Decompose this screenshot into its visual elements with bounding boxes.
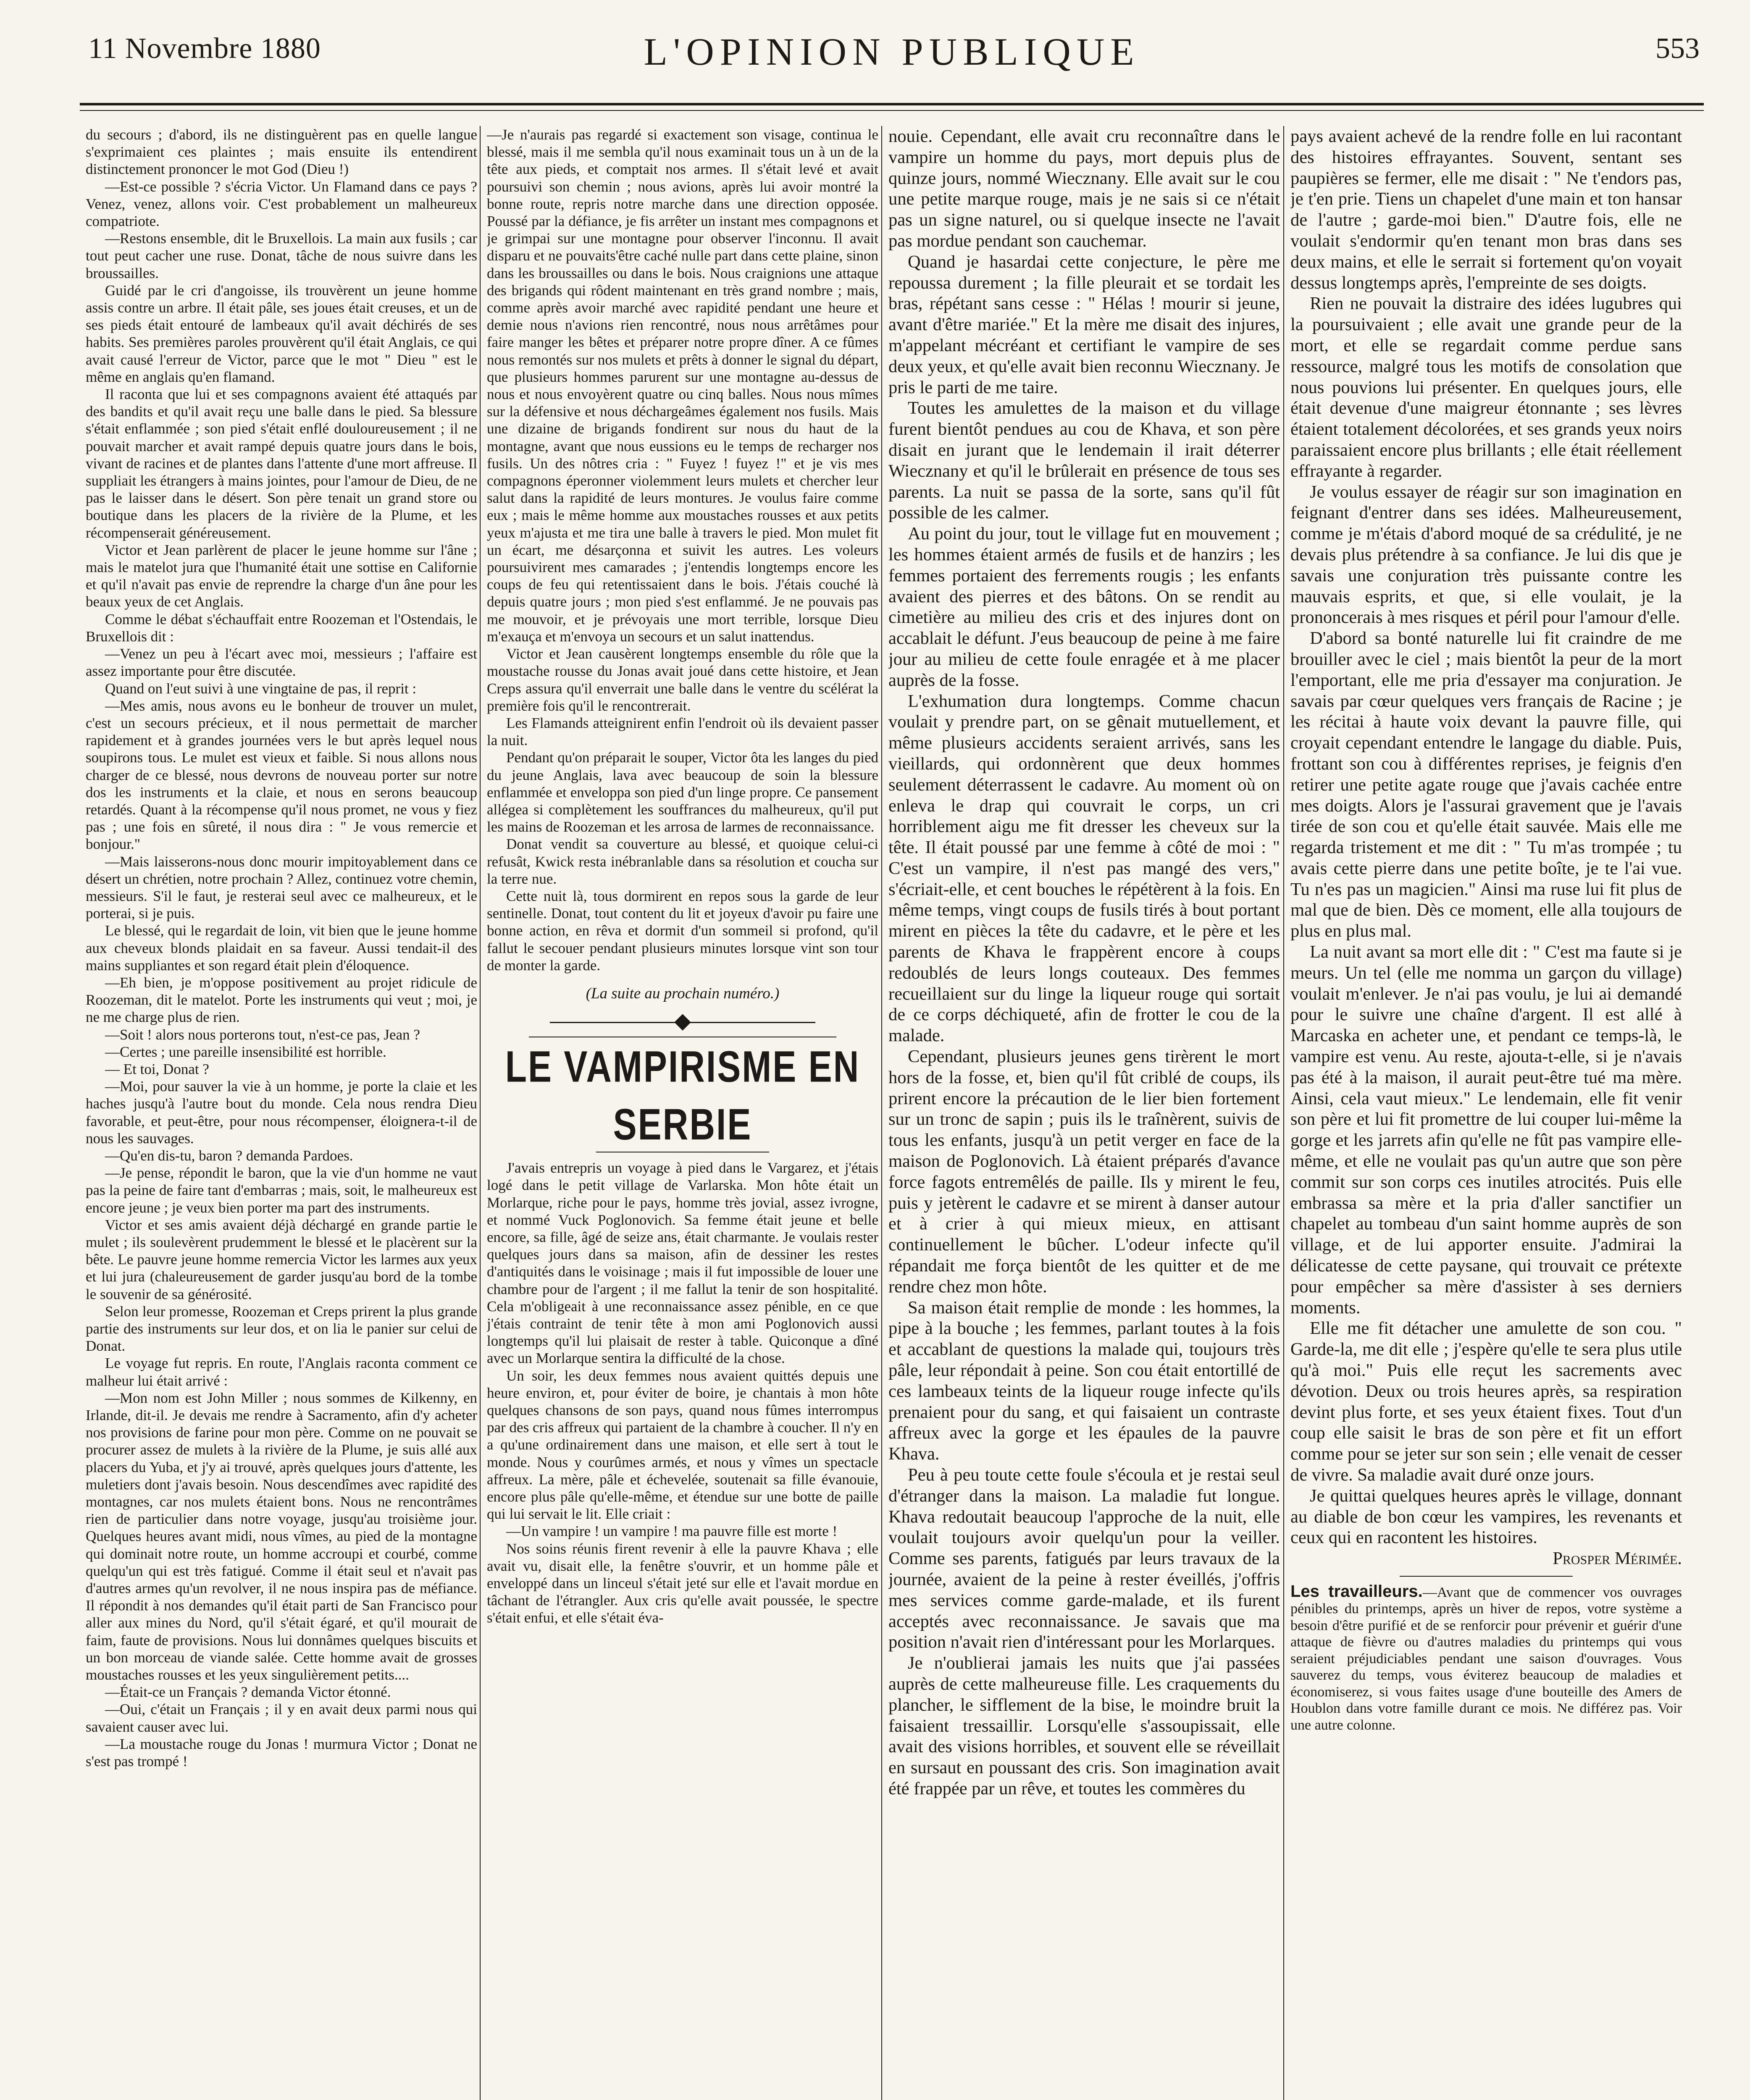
masthead-rule [80, 103, 1704, 105]
paragraph: Un soir, les deux femmes nous avaient quittés depuis une heure environ, et, pour éviter de boire, je chantais à mon hôte quelques chansons de son pays, quand nous fûmes interrompus par des cris affreux qui partaient de la chambre à coucher. Il n'y en a qu'une ordinairement dans une maison, et elle sert à tout le monde. Nous y courûmes armés, et nous y vîmes un spectacle affreux. La mère, pâle et échevelée, soutenait sa fille évanouie, encore plus pâle qu'elle-même, et étendue sur une botte de paille qui lui servait le lit. Elle criait : [487, 1367, 878, 1522]
column-3 [888, 126, 1280, 2100]
serial-continuation [487, 126, 878, 974]
paragraph: Elle me fit détacher une amulette de son cou. " Garde-la, me dit elle ; j'espère qu'elle te sera plus utile qu'à moi." Puis elle reçut les sacrements avec dévotion. Deux ou trois heures après, sa respiration devint plus forte, et ses yeux étaient fixes. Tout d'un coup elle saisit le bras de son père et fit un effort comme pour se jeter sur son sein ; elle venait de cesser de vivre. Sa maladie avait duré onze jours. [1290, 1318, 1682, 1485]
paragraph: Le voyage fut repris. En route, l'Anglais raconta comment ce malheur lui était arrivé : [86, 1355, 477, 1389]
advertisement-notice [1290, 1583, 1682, 1734]
paragraph: Le blessé, qui le regardait de loin, vit bien que le jeune homme aux cheveux blonds plaidait en sa faveur. Aussi tendait-il des mains suppliantes et son regard était plein d'éloquence. [86, 922, 477, 974]
paragraph: Toutes les amulettes de la maison et du village furent bientôt pendues au cou de Khava, et son père disait en jurant que le lendemain il irait déterrer Wiecznany et qu'il le brûlerait en présence de tous ses parents. La nuit se passa de la sorte, sans qu'il fût possible de les calmer. [888, 398, 1280, 523]
column-4 [1290, 126, 1682, 2100]
paragraph: —Je n'aurais pas regardé si exactement son visage, continua le blessé, mais il me sembla qu'il nous examinait tous un à un de la tête aux pieds, et comptait nos armes. Il s'était levé et avait poursuivi son chemin ; nous avions, après lui avoir montré la bonne route, repris notre marche dans une direction opposée. Poussé par la défiance, je fis arrêter un instant mes compagnons et je grimpai sur une montagne pour observer l'inconnu. Il avait disparu et ne pouvaits'être caché nulle part dans cette plaine, sinon dans les broussailles ou dans le bois. Nous craignions une attaque des brigands qui rôdent maintenant en très grand nombre ; mais, comme après avoir marché avec rapidité pendant une heure et demie nous n'avions rien rencontré, nous nous arrêtâmes pour faire manger les bêtes et préparer notre propre dîner. A ce fûmes nous remontés sur nos mulets et prêts à donner le signal du départ, que plusieurs hommes parurent sur une montagne au-dessus de nous et nous envoyèrent quatre ou cinq balles. Nous nous mîmes sur la défensive et nous déchargeâmes également nos fusils. Mais une dizaine de brigands fondirent sur nous du haut de la montagne, avant que nous eussions eu le temps de recharger nos fusils. Un des nôtres cria : " Fuyez ! fuyez !" et je vis mes compagnons éperonner violemment leurs mulets et chercher leur salut dans la rapidité de leurs montures. Je voulus faire comme eux ; mais le même homme aux moustaches rousses et aux petits yeux m'ajusta et me tira une balle à travers le pied. Mon mulet fit un écart, me désarçonna et suivit les autres. Les voleurs poursuivirent mes camarades ; j'entendis longtemps encore les coups de feu qui retentissaient dans le bois. J'étais couché là depuis quatre jours ; mon pied s'est enflammé. Je ne pouvais pas me mouvoir, et je prévoyais une mort terrible, lorsque Dieu m'exauça et m'envoya un secours et un salut inattendus. [487, 126, 878, 645]
paragraph: pays avaient achevé de la rendre folle en lui racontant des histoires effrayantes. Souvent, sentant ses paupières se fermer, elle me disait : " Ne t'endors pas, je t'en prie. Tiens un chapelet d'une main et ton hansar de l'autre ; garde-moi bien." D'autre fois, elle ne voulait s'endormir qu'en tenant mon bras dans ses deux mains, et elle le serrait si fortement qu'on voyait dessus longtemps après, l'empreinte de ses doigts. [1290, 126, 1682, 293]
section-ornament [487, 1014, 878, 1031]
paragraph: —Certes ; une pareille insensibilité est horrible. [105, 1043, 386, 1060]
paragraph: Cette nuit là, tous dormirent en repos sous la garde de leur sentinelle. Donat, tout content du lit et joyeux d'avoir pu faire une bonne action, en rêva et dormit d'un sommeil si profond, qu'il fallut le secouer pendant plusieurs minutes lorsque vint son tour de monter la garde. [487, 887, 878, 974]
paragraph: Quand on l'eut suivi à une vingtaine de pas, il reprit : [105, 680, 417, 697]
masthead-rule-thin [80, 110, 1704, 111]
column-2 [487, 126, 878, 2100]
paragraph: nouie. Cependant, elle avait cru reconnaître dans le vampire un homme du pays, mort depuis plus de quinze jours, nommé Wiecznany. Elle avait sur le cou une petite marque rouge, mais je ne sais si ce n'était pas un signe naturel, ou si quelque insecte ne l'avait pas mordue pendant son cauchemar. [888, 126, 1280, 251]
column-divider [881, 126, 882, 2100]
article-body-start [487, 1159, 878, 1626]
paragraph: La nuit avant sa mort elle dit : " C'est ma faute si je meurs. Un tel (elle me nomma un garçon du village) voulait m'enlever. Je n'ai pas voulu, je lui ai demandé pour le suivre une chaîne d'argent. Il est allé à Marcaska en acheter une, et pendant ce temps-là, le vampire est venu. Au reste, ajouta-t-elle, si je n'avais pas été à la maison, il aurait peut-être tué ma mère. Ainsi, cela vaut mieux." Le lendemain, elle fit venir son père et lui fit promettre de lui couper lui-même la gorge et les jarrets afin qu'elle ne fût pas vampire elle-même, et elle ne voulait pas qu'un autre que son père commit sur son corps ces inutiles atrocités. Puis elle embrassa sa mère et la pria d'aller sanctifier un chapelet au tombeau d'un saint homme auprès de son village, et de lui apporter ensuite. J'admirai la délicatesse de cette paysane, qui trouvait ce prétexte pour empêcher sa mère d'assister à ses derniers moments. [1290, 942, 1682, 1318]
paragraph: —Qu'en dis-tu, baron ? demanda Pardoes. [105, 1147, 353, 1164]
paragraph: —Est-ce possible ? s'écria Victor. Un Flamand dans ce pays ? Venez, venez, allons voir. C'est probablement un malheureux compatriote. [86, 178, 477, 230]
paragraph: Victor et ses amis avaient déjà déchargé en grande partie le mulet ; ils soulevèrent prudemment le blessé et le placèrent sur la bête. Le pauvre jeune homme remercia Victor les larmes aux yeux et lui jura (chaleureusement de garder jusqu'au bord de la tombe le souvenir de sa générosité. [86, 1216, 477, 1302]
paragraph: Rien ne pouvait la distraire des idées lugubres qui la poursuivaient ; elle avait une grande peur de la mort, et elle se regardait comme perdue sans ressource, malgré tous les motifs de consolation que nous pouvions lui présenter. En quelques jours, elle était devenue d'une maigreur étonnante ; ses lèvres étaient totalement décolorées, et ses grands yeux noirs paraissaient encore plus brillants ; elle était réellement effrayante à regarder. [1290, 294, 1682, 481]
column-1 [86, 126, 477, 2100]
paragraph: —Oui, c'était un Français ; il y en avait deux parmi nous qui savaient causer avec lui. [86, 1701, 477, 1735]
paragraph: Pendant qu'on préparait le souper, Victor ôta les langes du pied du jeune Anglais, lava avec beaucoup de soin la blessure enflammée et enveloppa son pied d'un linge propre. Ce pansement allégea si complètement les souffrances du malheureux, qu'il put les mains de Roozeman et les arrosa de larmes de reconnaissance. [487, 749, 878, 835]
paragraph: du secours ; d'abord, ils ne distinguèrent pas en quelle langue s'exprimaient ces plaintes ; mais ensuite ils entendirent distinctement prononcer le mot God (Dieu !) [86, 126, 477, 178]
paragraph: Victor et Jean causèrent longtemps ensemble du rôle que la moustache rousse du Jonas avait joué dans cette histoire, et Jean Creps assura qu'il enverrait une balle dans le ventre du scélérat la première fois qu'il le rencontrerait. [487, 646, 878, 714]
paragraph: L'exhumation dura longtemps. Comme chacun voulait y prendre part, on se gênait mutuellement, et même plusieurs accidents seraient arrivés, sans les vieillards, qui ordonnèrent que deux hommes seulement déterrassent le cadavre. Au moment où on enleva le drap qui couvrait le corps, un cri horriblement aigu me fit dresser les cheveux sur la tête. Il était poussé par une femme à côté de moi : " C'est un vampire, il n'est pas mangé des vers," s'écriait-elle, et cent bouches le répétèrent à la fois. En même temps, vingt coups de fusils tirés à bout portant mirent en pièces la tête du cadavre, et le père et les parents de Khava le frappèrent encore à coups redoublés de leurs longs couteaux. Des femmes recueillaient sur du linge la liqueur rouge qui sortait de ce corps déchiqueté, afin de frotter le cou de la malade. [888, 691, 1280, 1046]
paragraph: Donat vendit sa couverture au blessé, et quoique celui-ci refusât, Kwick resta inébranlable dans sa résolution et coucha sur la terre nue. [487, 836, 878, 887]
continuation-note: (La suite au prochain numéro.) [586, 984, 780, 1002]
paragraph: Cependant, plusieurs jeunes gens tirèrent le mort hors de la fosse, et, bien qu'il fût criblé de coups, ils prirent encore la précaution de le lier bien fortement sur un tronc de sapin ; puis ils le traînèrent, suivis de tous les enfants, jusqu'à un petit verger en face de la maison de Poglonovich. Là étaient préparés d'avance force fagots entremêlés de paille. Ils y mirent le feu, puis y jetèrent le cadavre et se mirent à danser autour et à crier à qui mieux mieux, en attisant continuellement le bûcher. L'odeur infecte qu'il répandait me força bientôt de les quitter et de me rendre chez mon hôte. [888, 1047, 1280, 1297]
paragraph: D'abord sa bonté naturelle lui fit craindre de me brouiller avec le ciel ; mais bientôt la peur de la mort l'emportant, elle me pria d'essayer ma conjuration. Je savais par cœur quelques vers français de Racine ; je les récitai à haute voix devant la pauvre fille, qui croyait cependant entendre le langage du diable. Puis, frottant son cou à différentes reprises, je feignis d'en retirer une petite agate rouge que j'avais cachée entre mes doigts. Alors je l'assurai gravement que je l'avais tirée de son cou et qu'elle était sauvée. Mais elle me regarda tristement et me dit : " Tu m'as trompée ; tu avais cette pierre dans une petite boîte, je te l'ai vue. Tu n'es pas un magicien." Ainsi ma ruse lui fit plus de mal que de bien. Dès ce moment, elle alla toujours de plus en plus mal. [1290, 628, 1682, 941]
paragraph: Je voulus essayer de réagir sur son imagination en feignant d'entrer dans ses idées. Malheureusement, comme je m'étais d'abord moqué de sa crédulité, je ne devais plus prétendre à sa confiance. Je lui dis que je savais une conjuration très puissante contre les mauvais esprits, et que, si elle voulait, je la prononcerais à mes risques et péril pour l'amour d'elle. [1290, 482, 1682, 627]
column-divider [1283, 126, 1284, 2100]
paragraph: Je n'oublierai jamais les nuits que j'ai passées auprès de cette malheureuse fille. Les craquements du plancher, le sifflement de la bise, le moindre bruit la faisaient tressaillir. Lorsqu'elle s'assoupissait, elle avait des visions horribles, et souvent elle se réveillait en sursaut en poussant des cris. Son imagination avait été frappée par un rêve, et toutes les commères du [888, 1653, 1280, 1798]
paragraph: Quand je hasardai cette conjecture, le père me repoussa durement ; la fille pleurait et se tordait les bras, répétant sans cesse : " Hélas ! mourir si jeune, avant d'être mariée." Et la mère me disait des injures, m'appelant mécréant et certifiant le vampire de ses deux yeux, et qu'elle avait bien reconnu Wiecznany. Je pris le parti de me taire. [888, 252, 1280, 397]
notice-lead: Les travailleurs. [1290, 1582, 1423, 1601]
masthead [80, 29, 1704, 97]
paragraph: Victor et Jean parlèrent de placer le jeune homme sur l'âne ; mais le matelot jura que l'humanité était une sottise en Californie et qu'il n'avait pas envie de reprendre la charge d'un âne pour les beaux yeux de cet Anglais. [86, 541, 477, 610]
paragraph: —Un vampire ! un vampire ! ma pauvre fille est morte ! [506, 1523, 838, 1540]
paragraph: — Et toi, Donat ? [105, 1060, 209, 1077]
page-number: 553 [1655, 32, 1700, 65]
paragraph: —Mon nom est John Miller ; nous sommes de Kilkenny, en Irlande, dit-il. Je devais me rendre à Sacramento, afin d'y acheter nos provisions de farine pour mon père. Comme on ne pouvait se procurer assez de mulets à la rivière de la Plume, je suis allé aux placers du Yuba, et j'y ai trouvé, après quelques jours d'attente, les muletiers dont j'avais besoin. Nous descendîmes avec rapidité des montagnes, car nos mulets étaient bons. Nous ne rencontrâmes rien de particulier dans notre voyage, jusqu'au troisième jour. Quelques heures avant midi, nous vîmes, au pied de la montagne qui dominait notre route, un homme accroupi et courbé, comme quelqu'un qui est très fatigué. Comme il était seul et n'avait pas d'autres armes qu'un revolver, il ne nous inspira pas de méfiance. Il répondit à nos demandes qu'il était parti de San Francisco pour aller aux mines du Nord, qu'il s'était égaré, et qu'il mourait de faim, faute de provisions. Nous lui donnâmes quelques biscuits et un bon morceau de viande salée. Cette homme avait de grosses moustaches rousses et les yeux singulièrement petits.... [86, 1389, 477, 1683]
paragraph: Il raconta que lui et ses compagnons avaient été attaqués par des bandits et qu'il avait reçu une balle dans le pied. Sa blessure s'était enflammée ; son pied s'était enflé douloureusement ; il ne pouvait marcher et avait rampé depuis quatre jours dans le bois, vivant de racines et de plantes dans l'attente d'une mort affreuse. Il suppliait les étrangers à mains jointes, pour l'amour de Dieu, de ne pas le laisser dans le désert. Son père tenait un grand store ou boutique dans les placers de la rivière de la Plume, et les récompenserait généreusement. [86, 386, 477, 541]
paragraph: Peu à peu toute cette foule s'écoula et je restai seul d'étranger dans la maison. La maladie fut longue. Khava redoutait beaucoup l'approche de la nuit, elle voulait toujours avoir quelqu'un pour la veiller. Comme ses parents, fatigués par leurs travaux de la journée, avaient de la peine à rester éveillés, j'offris mes services comme garde-malade, et ils furent acceptés avec reconnaissance. Je savais que ma position n'avait rien d'intéressant pour les Morlarques. [888, 1465, 1280, 1652]
paragraph: —Mais laisserons-nous donc mourir impitoyablement dans ce désert un chrétien, notre prochain ? Allez, continuez votre chemin, messieurs. S'il le faut, je resterai seul avec ce malheureux, et le porterai, si je puis. [86, 853, 477, 922]
notice-text: —Avant que de commencer vos ouvrages pénibles du printemps, après un hiver de repos, votre système a besoin d'être purifié et de se renforcir pour prévenir et guérir d'une attaque de fièvre ou d'autres maladies du printemps qui vous seraient préjudiciables pendant une saison d'ouvrages. Vous sauverez du temps, vous éviterez beaucoup de maladies et économiserez, si vous faites usage d'une bouteille des Amers de Houblon dans votre famille durant ce mois. Ne différez pas. Voir une autre colonne. [1290, 1584, 1682, 1733]
newspaper-title: L'OPINION PUBLIQUE [644, 30, 1140, 73]
paragraph: —Soit ! alors nous porterons tout, n'est-ce pas, Jean ? [105, 1026, 420, 1043]
paragraph: Guidé par le cri d'angoisse, ils trouvèrent un jeune homme assis contre un arbre. Il était pâle, ses joues était creuses, et un de ses pieds était entouré de lambeaux qu'il avait déchirés de ses habits. Ses premières paroles prouvèrent qu'il était Anglais, ce qui avait causé l'erreur de Victor, parce que le mot " Dieu " est le même en anglais qu'en flamand. [86, 282, 477, 385]
paragraph: —Restons ensemble, dit le Bruxellois. La main aux fusils ; car tout peut cacher une ruse. Donat, tâche de nous suivre dans les broussailles. [86, 230, 477, 281]
paragraph: Comme le débat s'échauffait entre Roozeman et l'Ostendais, le Bruxellois dit : [86, 611, 477, 645]
paragraph: J'avais entrepris un voyage à pied dans le Vargarez, et j'étais logé dans le petit village de Varlarska. Mon hôte était un Morlarque, riche pour le pays, homme très jovial, assez ivrogne, et nommé Vuck Poglonovich. Sa femme était jeune et belle encore, sa fille, âgé de seize ans, était charmante. Je voulais rester quelques jours dans sa maison, afin de dessiner les restes d'antiquités dans le voisinage ; mais il fut impossible de louer une chambre pour de l'argent ; il me fallut la tenir de son hospitalité. Cela m'obligeait à une reconnaissance assez pénible, en ce que j'étais contraint de tenir tête à mon ami Poglonovich aussi longtemps qu'il lui plaisait de rester à table. Quiconque a dîné avec un Morlarque sentira la difficulté de la chose. [487, 1160, 878, 1367]
paragraph: —Mes amis, nous avons eu le bonheur de trouver un mulet, c'est un secours précieux, et il nous permettait de marcher rapidement et à grandes journées vers le but après lequel nous soupirons tous. Le mulet est vieux et faible. Si nous allons nous charger de ce blessé, nous devrons de nouveau porter sur notre dos les instruments et la claie, et nous en serons beaucoup retardés. Quant à la récompense qu'il nous promet, ne vous y fiez pas ; une fois en sûreté, il nous dira : " Je vous remercie et bonjour." [86, 697, 477, 853]
paragraph: —Je pense, répondit le baron, que la vie d'un homme ne vaut pas la peine de faire tant d'embarras ; mais, soit, le malheureux est encore jeune ; je veux bien porter ma part des instruments. [86, 1165, 477, 1216]
paragraph: Nos soins réunis firent revenir à elle la pauvre Khava ; elle avait vu, disait elle, la fenêtre s'ouvrir, et un homme pâle et enveloppé dans un linceul s'était jeté sur elle et l'avait mordue en tâchant de l'étrangler. Aux cris qu'elle avait poussée, le spectre s'était enfui, et elle s'était éva- [487, 1540, 878, 1626]
paragraph: Au point du jour, tout le village fut en mouvement ; les hommes étaient armés de fusils et de hanzirs ; les femmes portaient des ferrements rougis ; les enfants avaient des pierres et des bâtons. On se rendit au cimetière au milieu des cris et des injures dont on accablait le défunt. J'eus beaucoup de peine à me faire jour au milieu de cette foule enragée et à me placer auprès de la fosse. [888, 524, 1280, 690]
paragraph: —Moi, pour sauver la vie à un homme, je porte la claie et les haches jusqu'à l'autre bout du monde. Cela nous rendra Dieu favorable, et peut-être, pour nous récompenser, éloignera-t-il de nous les sauvages. [86, 1078, 477, 1147]
article-author: Prosper Mérimée. [1553, 1549, 1682, 1569]
paragraph: —Eh bien, je m'oppose positivement au projet ridicule de Roozeman, dit le matelot. Porte les instruments qui veut ; moi, je ne me charge plus de rien. [86, 974, 477, 1026]
separator-rule [1400, 1576, 1573, 1577]
paragraph: Je quittai quelques heures après le village, donnant au diable de bon cœur les vampires, les revenants et ceux qui en racontent les histoires. [1290, 1486, 1682, 1548]
paragraph: —Était-ce un Français ? demanda Victor étonné. [105, 1684, 391, 1701]
paragraph: —Venez un peu à l'écart avec moi, messieurs ; l'affaire est assez importante pour être discutée. [86, 646, 477, 680]
column-divider [480, 126, 481, 2100]
issue-date: 11 Novembre 1880 [88, 32, 321, 65]
paragraph: —La moustache rouge du Jonas ! murmura Victor ; Donat ne s'est pas trompé ! [86, 1735, 477, 1770]
paragraph: Les Flamands atteignirent enfin l'endroit où ils devaient passer la nuit. [487, 714, 878, 749]
paragraph: Sa maison était remplie de monde : les hommes, la pipe à la bouche ; les femmes, parlant toutes à la fois et accablant de questions la malade qui, toujours très pâle, leur répondait à peine. Son cou était entortillé de ces lambeaux teints de la liqueur rouge infecte qu'ils prenaient pour du sang, et qui faisaient un contraste affreux avec la gorge et les épaules de la pauvre Khava. [888, 1297, 1280, 1464]
article-title: LE VAMPIRISME EN SERBIE [505, 1042, 860, 1149]
article-body-end [1290, 126, 1682, 1548]
paragraph: Selon leur promesse, Roozeman et Creps prirent la plus grande partie des instruments sur leur dos, et on lia le panier sur celui de Donat. [86, 1303, 477, 1354]
